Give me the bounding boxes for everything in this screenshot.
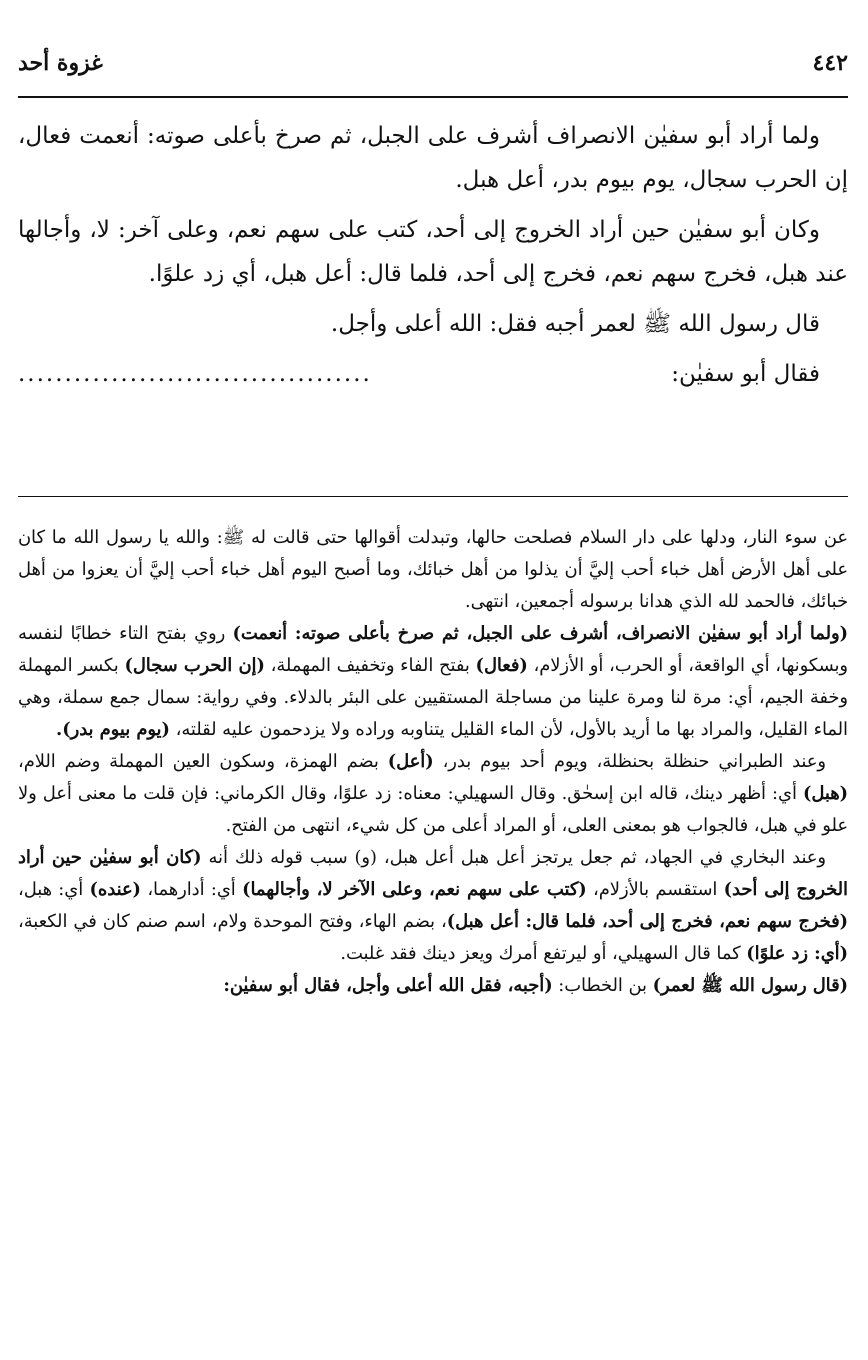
header-divider: [18, 96, 848, 98]
book-page: [18, 0, 848, 1360]
commentary-paragraph: عن سوء النار، ودلها على دار السلام فصلحت حالها، وتبدلت أقوالها حتى قالت له ﷺ: والله يا رسول الله ما كان على أهل الأرض أهل خباء أحب إليَّ أن يذلوا من أهل خبائك، وما أصبح اليوم أهل خباء أحب إليَّ أن يعزوا من أهل خبائك، فالحمد لله الذي هدانا برسوله أجمعين، انتهى.: [18, 527, 848, 612]
quoted-matn: (أعل): [387, 751, 434, 772]
commentary-span: ، بضم الهاء، وفتح الموحدة ولام، اسم صنم كان في الكعبة،: [18, 911, 447, 932]
quoted-matn: (قال رسول الله ﷺ لعمر): [652, 975, 848, 996]
quoted-matn: (كتب على سهم نعم، وعلى الآخر لا، وأجالهما): [242, 879, 587, 900]
commentary-span: بكسر المهملة وخفة الجيم، أي: مرة لنا ومرة علينا من مساجلة المستقيين على البئر بالدلاء. وفي رواية: سمال جمع سملة، وهي الماء القليل، والمراد بها ما أريد بالأول، لأن الماء القليل يتناوبه وراده ولا يزدحمون عليه لقلته،: [18, 655, 848, 740]
quoted-matn: (عنده): [89, 879, 141, 900]
commentary-paragraph: [18, 970, 848, 1002]
quoted-matn: (ولما أراد أبو سفيٰن الانصراف، أشرف على الجبل، ثم صرخ بأعلى صوته: أنعمت): [232, 623, 848, 644]
matn-paragraph: وكان أبو سفيٰن حين أراد الخروج إلى أحد، كتب على سهم نعم، وعلى آخر: لا، وأجالها عند هبل، فخرج سهم نعم، فخرج إلى أحد، فلما قال: أعل هبل، أي زد علوًا.: [18, 217, 848, 287]
commentary-paragraph: [18, 746, 848, 842]
quoted-matn: (يوم بيوم بدر).: [56, 719, 170, 740]
quoted-matn: (أي: زد علوًا): [746, 943, 848, 964]
matn-text: [18, 114, 848, 402]
matn-paragraph-last: [18, 352, 848, 396]
quoted-matn: (فعال): [475, 655, 528, 676]
commentary-span: بن الخطاب:: [552, 975, 653, 996]
ellipsis-dots: ......................................: [18, 361, 372, 387]
commentary-span: روي بفتح التاء خطابًا لنفسه وبسكونها، أي الواقعة، أو الحرب، أو الأزلام،: [18, 623, 849, 676]
commentary-span: أي: أدارهما،: [140, 879, 243, 900]
commentary-paragraph: [18, 842, 848, 970]
quoted-matn: (كان أبو سفيٰن حين أراد الخروج إلى أحد): [18, 847, 848, 900]
matn-paragraph: ولما أراد أبو سفيٰن الانصراف أشرف على الجبل، ثم صرخ بأعلى صوته: أنعمت فعال، إن الحرب سجال، يوم بيوم بدر، أعل هبل.: [18, 123, 848, 193]
quoted-matn: (إن الحرب سجال): [124, 655, 265, 676]
commentary-span: بفتح الفاء وتخفيف المهملة،: [264, 655, 476, 676]
commentary-span: أي: أظهر دينك، قاله ابن إسحٰق. وقال السهيلي: معناه: زد علوًا، وقال الكرماني: فإن قلت ما معنى أعل ولا علو في هبل، فالجواب هو بمعنى العلى، أو المراد أعلى من كل شيء، انتهى من الفتح.: [18, 783, 848, 836]
page-header: [18, 50, 848, 86]
commentary-span: وعند البخاري في الجهاد، ثم جعل يرتجز أعل هبل أعل هبل، (و) سبب قوله ذلك أنه: [201, 847, 827, 868]
commentary-divider: [18, 496, 848, 497]
commentary-text: [18, 522, 848, 1002]
commentary-span: وعند الطبراني حنظلة بحنظلة، ويوم أحد بيوم بدر،: [433, 751, 826, 772]
quoted-matn: (هبل): [802, 783, 848, 804]
running-title: غزوة أحد: [18, 50, 103, 76]
matn-last-text: فقال أبو سفيٰن:: [671, 361, 820, 387]
quoted-matn: (أجبه، فقل الله أعلى وأجل، فقال أبو سفيٰن:: [223, 975, 553, 996]
page-number: ٤٤٢: [812, 50, 848, 76]
quoted-matn: (فخرج سهم نعم، فخرج إلى أحد، فلما قال: أعل هبل): [446, 911, 848, 932]
commentary-span: أي: هبل،: [18, 879, 90, 900]
matn-paragraph: قال رسول الله ﷺ لعمر أجبه فقل: الله أعلى وأجل.: [330, 311, 820, 337]
commentary-span: بضم الهمزة، وسكون العين المهملة وضم اللام،: [18, 751, 388, 772]
commentary-span: استقسم بالأزلام،: [586, 879, 724, 900]
commentary-paragraph: [18, 618, 848, 746]
commentary-span: كما قال السهيلي، أو ليرتفع أمرك ويعز دينك فقد غلبت.: [340, 943, 747, 964]
